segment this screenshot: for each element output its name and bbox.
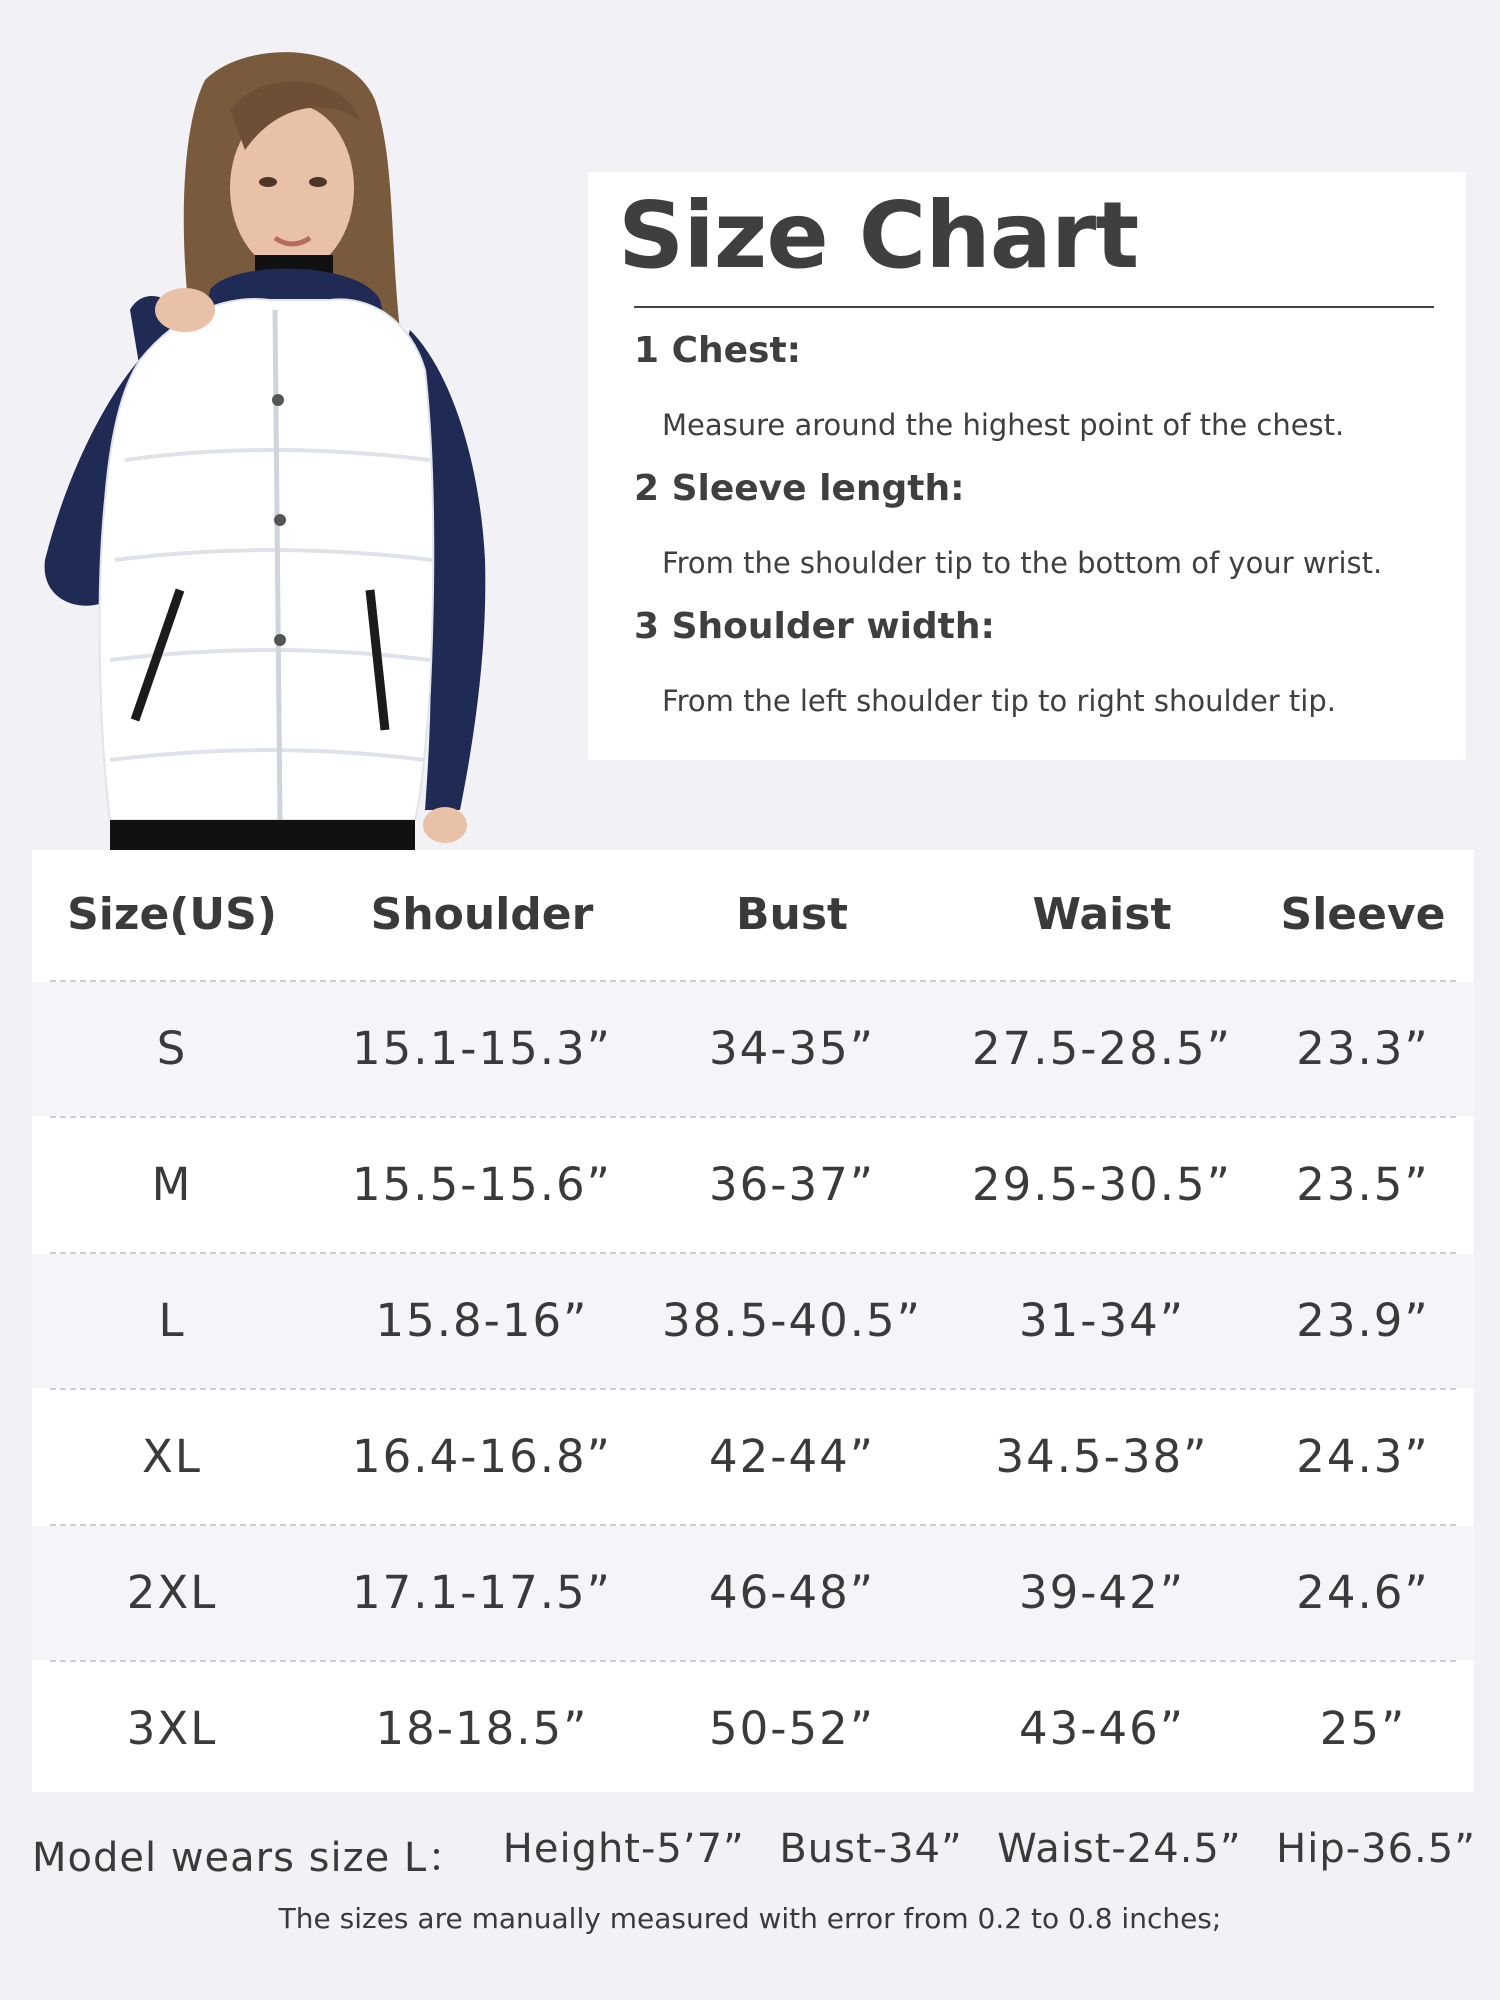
- sleeve-cell: 23.3”: [1296, 1022, 1430, 1075]
- bust-cell: 46-48”: [708, 1566, 876, 1619]
- sleeve-cell: 25”: [1319, 1702, 1407, 1755]
- model-height: Height-5’7”: [502, 1826, 745, 1872]
- size-cell: 2XL: [126, 1566, 218, 1619]
- header-bust: Bust: [735, 889, 849, 940]
- waist-cell: 27.5-28.5”: [972, 1022, 1232, 1075]
- shoulder-width-description: From the left shoulder tip to right shoulder tip.: [662, 684, 1336, 718]
- size-cell: S: [156, 1022, 188, 1075]
- shoulder-cell: 15.1-15.3”: [352, 1022, 612, 1075]
- shoulder-cell: 16.4-16.8”: [352, 1430, 612, 1483]
- size-cell: L: [158, 1294, 186, 1347]
- waist-cell: 43-46”: [1018, 1702, 1186, 1755]
- waist-cell: 39-42”: [1018, 1566, 1186, 1619]
- size-chart-info-panel: [588, 172, 1466, 760]
- sleeve-length-description: From the shoulder tip to the bottom of your wrist.: [662, 546, 1383, 580]
- bust-cell: 38.5-40.5”: [662, 1294, 922, 1347]
- size-cell: M: [151, 1158, 193, 1211]
- size-table: [32, 850, 1474, 1792]
- title-divider: [634, 306, 1434, 308]
- waist-cell: 29.5-30.5”: [972, 1158, 1232, 1211]
- sleeve-cell: 24.3”: [1296, 1430, 1430, 1483]
- table-header-row: [32, 850, 1474, 980]
- shoulder-cell: 15.5-15.6”: [352, 1158, 612, 1211]
- bust-cell: 34-35”: [708, 1022, 876, 1075]
- sleeve-length-heading: 2 Sleeve length:: [634, 468, 965, 509]
- table-row: [32, 1254, 1474, 1388]
- sleeve-cell: 23.5”: [1296, 1158, 1430, 1211]
- waist-cell: 31-34”: [1018, 1294, 1186, 1347]
- table-row: [32, 1526, 1474, 1660]
- size-cell: XL: [142, 1430, 202, 1483]
- sleeve-cell: 24.6”: [1296, 1566, 1430, 1619]
- model-photo: [30, 40, 570, 850]
- model-bust: Bust-34”: [779, 1826, 963, 1872]
- header-shoulder: Shoulder: [370, 889, 594, 940]
- bust-cell: 50-52”: [708, 1702, 876, 1755]
- shoulder-cell: 17.1-17.5”: [352, 1566, 612, 1619]
- bust-cell: 42-44”: [708, 1430, 876, 1483]
- header-sleeve: Sleeve: [1280, 889, 1446, 940]
- table-row: [32, 1390, 1474, 1524]
- model-size-label: Model wears size L：: [32, 1835, 469, 1881]
- model-waist: Waist-24.5”: [997, 1826, 1242, 1872]
- header-waist: Waist: [1032, 889, 1172, 940]
- chest-description: Measure around the highest point of the chest.: [662, 408, 1345, 442]
- table-row: [32, 982, 1474, 1116]
- table-row: [32, 1118, 1474, 1252]
- bust-cell: 36-37”: [708, 1158, 876, 1211]
- size-chart-title: Size Chart: [618, 182, 1139, 289]
- model-hip: Hip-36.5”: [1276, 1826, 1476, 1872]
- header-size: Size(US): [67, 889, 277, 940]
- measurement-footnote: The sizes are manually measured with error from 0.2 to 0.8 inches;: [278, 1902, 1222, 1935]
- shoulder-cell: 15.8-16”: [375, 1294, 589, 1347]
- sleeve-cell: 23.9”: [1296, 1294, 1430, 1347]
- table-row: [32, 1662, 1474, 1796]
- shoulder-width-heading: 3 Shoulder width:: [634, 606, 995, 647]
- waist-cell: 34.5-38”: [995, 1430, 1209, 1483]
- model-measurements: [32, 1826, 1476, 1883]
- size-cell: 3XL: [126, 1702, 218, 1755]
- chest-heading: 1 Chest:: [634, 330, 802, 371]
- shoulder-cell: 18-18.5”: [375, 1702, 589, 1755]
